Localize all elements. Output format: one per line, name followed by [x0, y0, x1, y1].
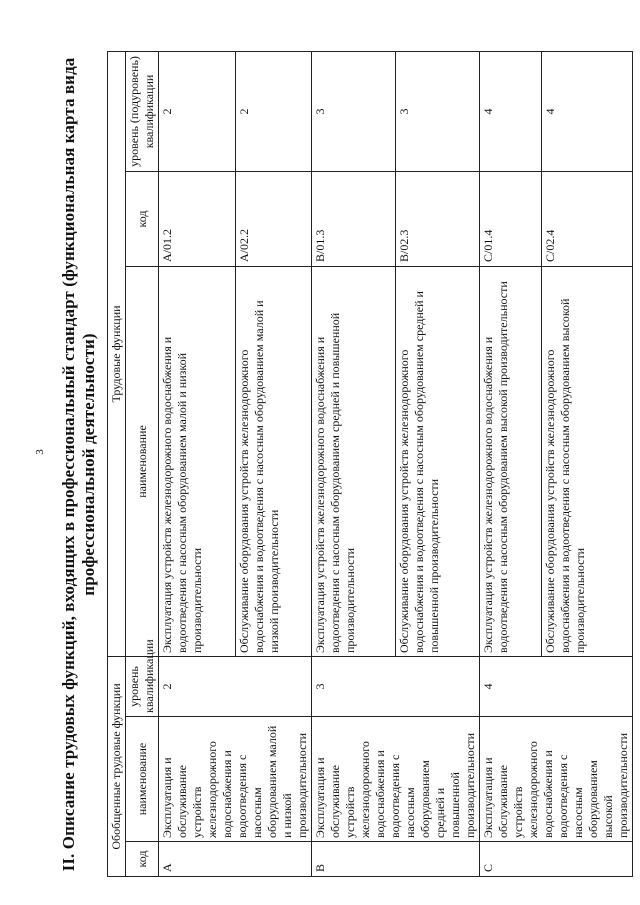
- header-qual-level: уровень квалификации: [126, 656, 159, 716]
- header-code: код: [126, 842, 159, 877]
- header-name: наименование: [126, 717, 159, 842]
- tf-code: C/01.4: [480, 171, 542, 266]
- gtf-code: С: [480, 842, 633, 877]
- tf-level: 3: [312, 51, 396, 171]
- gtf-name: Эксплуатация и обслуживание устройств железнодорожного водоснабжения и водоотведения с насосным оборудованием средней и повышенной производительности: [312, 717, 480, 842]
- tf-level: 2: [235, 51, 312, 171]
- table-row: [312, 51, 396, 876]
- header-sublevel: уровень (подуровень) квалификации: [126, 51, 159, 171]
- gtf-name: Эксплуатация и обслуживание устройств железнодорожного водоснабжения и водоотведения с насосным оборудованием высокой производительности: [480, 717, 633, 842]
- tf-name: Обслуживание оборудования устройств железнодорожного водоснабжения и водоотведения с насосным оборудованием средней и повышенной производительности: [396, 266, 480, 656]
- header-code-2: код: [126, 171, 159, 266]
- rotated-content: [55, 52, 630, 877]
- tf-code: B/01.3: [312, 171, 396, 266]
- tf-name: Обслуживание оборудования устройств железнодорожного водоснабжения и водоотведения с насосным оборудованием высокой производительности: [542, 266, 633, 656]
- gtf-name: Эксплуатация и обслуживание устройств железнодорожного водоснабжения и водоотведения с насосным оборудованием малой и низкой производительности: [159, 717, 312, 842]
- tf-name: Эксплуатация устройств железнодорожного водоснабжения и водоотведения с насосным оборудованием малой и низкой производительности: [159, 266, 236, 656]
- gtf-code: А: [159, 842, 312, 877]
- tf-level: 2: [159, 51, 236, 171]
- tf-code: C/02.4: [542, 171, 633, 266]
- tf-name: Обслуживание оборудования устройств железнодорожного водоснабжения и водоотведения с насосным оборудованием малой и низкой производительности: [235, 266, 312, 656]
- table-row: [159, 51, 236, 876]
- gtf-level: 2: [159, 656, 312, 716]
- gtf-level: 3: [312, 656, 480, 716]
- function-map-table: [107, 51, 633, 877]
- tf-name: Эксплуатация устройств железнодорожного водоснабжения и водоотведения с насосным оборудованием средней и повышенной производительности: [312, 266, 396, 656]
- tf-level: 4: [542, 51, 633, 171]
- table-row: [480, 51, 542, 876]
- tf-level: 4: [480, 51, 542, 171]
- header-labor-functions: Трудовые функции: [108, 51, 126, 656]
- tf-code: A/01.2: [159, 171, 236, 266]
- gtf-level: 4: [480, 656, 633, 716]
- header-name-2: наименование: [126, 266, 159, 656]
- tf-level: 3: [396, 51, 480, 171]
- tf-code: A/02.2: [235, 171, 312, 266]
- tf-code: B/02.3: [396, 171, 480, 266]
- gtf-code: В: [312, 842, 480, 877]
- tf-name: Эксплуатация устройств железнодорожного водоснабжения и водоотведения с насосным оборудованием высокой производительности: [480, 266, 542, 656]
- header-generalized: Обобщенные трудовые функции: [108, 656, 126, 876]
- page-number: 3: [33, 449, 46, 455]
- section-title: II. Описание трудовых функций, входящих в профессиональный стандарт (функциональная карта вида профессиональной деятельности): [59, 57, 98, 872]
